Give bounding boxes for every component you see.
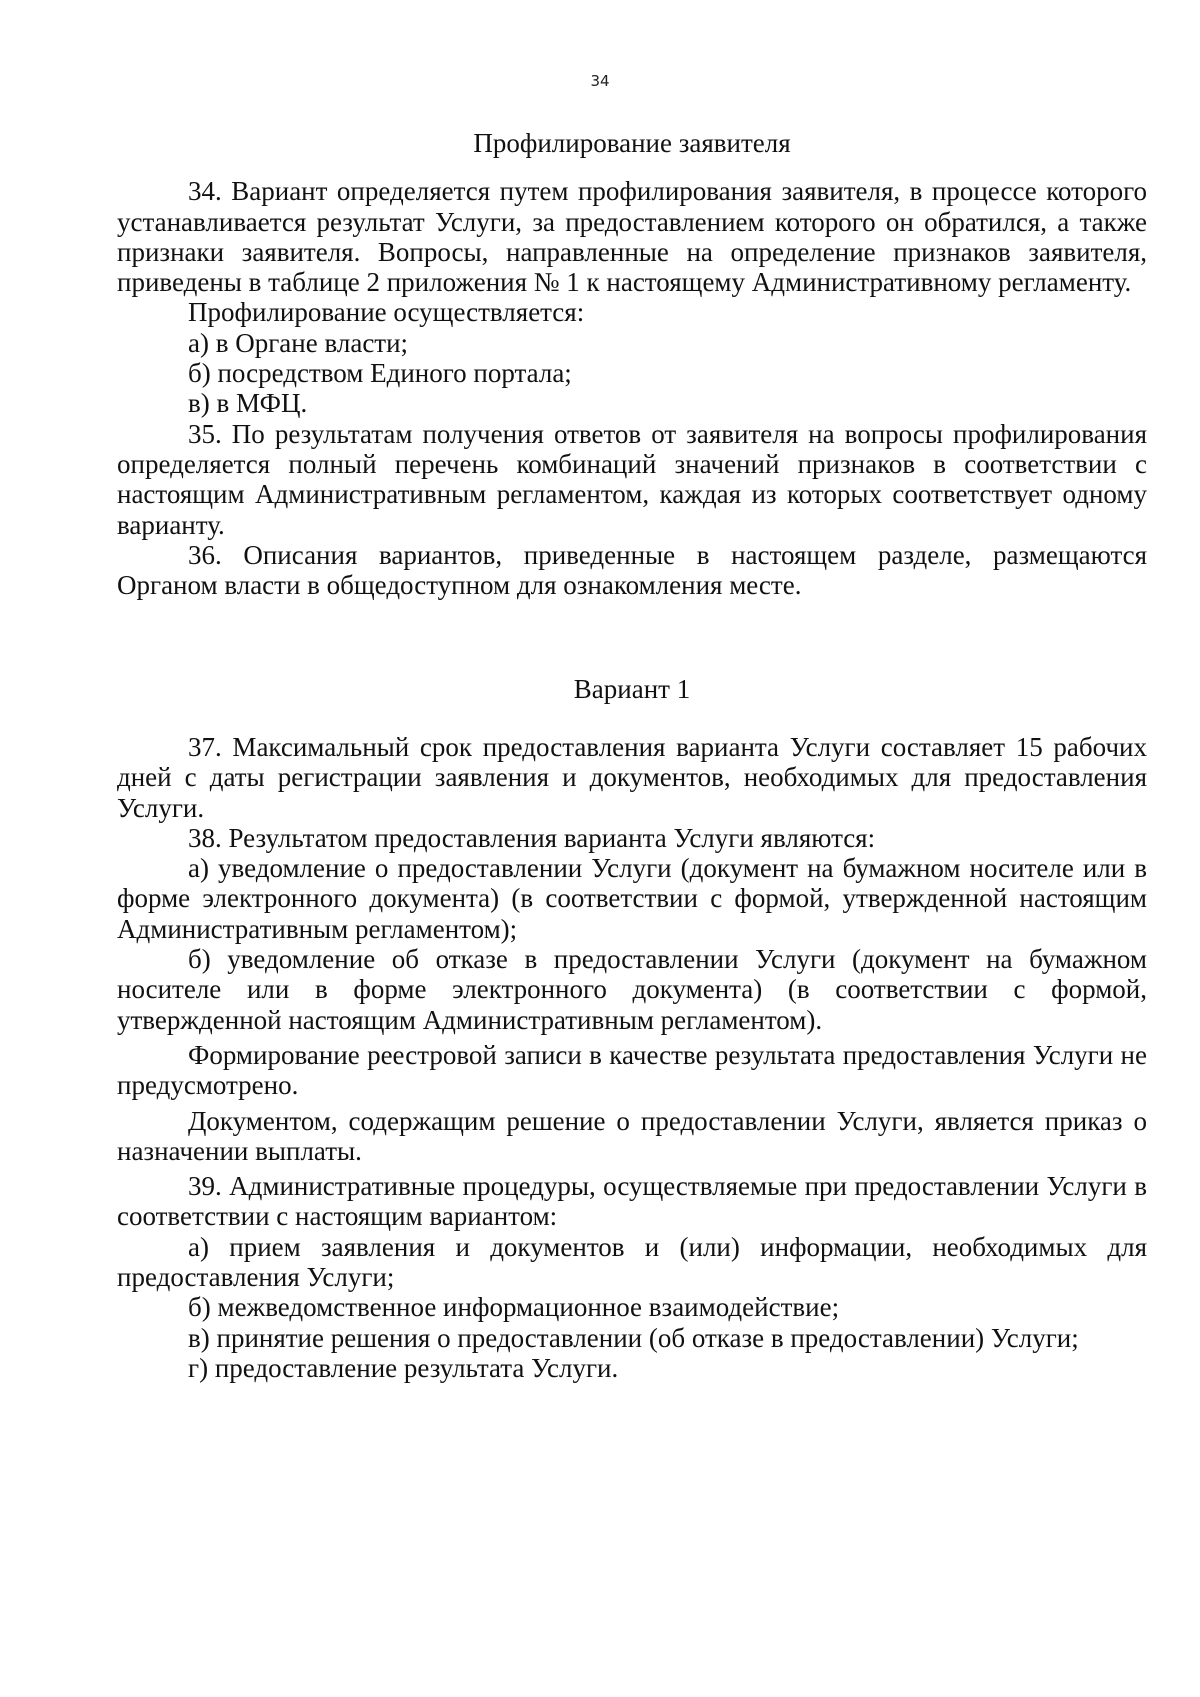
- section-heading-variant-1: Вариант 1: [573, 674, 691, 704]
- paragraph-37: 37. Максимальный срок предоставления варианта Услуги составляет 15 рабочих дней с даты регистрации заявления и документов, необходимых для предоставления Услуги.: [117, 732, 1147, 823]
- procedure-item-b: б) межведомственное информационное взаимодействие;: [188, 1292, 840, 1323]
- paragraph-profiling-intro: Профилирование осуществляется:: [188, 297, 585, 328]
- paragraph-35: 35. По результатам получения ответов от заявителя на вопросы профилирования определяется полный перечень комбинаций значений признаков в соответствии с настоящим Административным регламентом, каждая из которых соответствует одному варианту.: [117, 418, 1147, 540]
- paragraph-34: 34. Вариант определяется путем профилирования заявителя, в процессе которого устанавливается результат Услуги, за предоставлением которого он обратился, а также признаки заявителя. Вопросы, направленные на определение признаков заявителя, приведены в таблице 2 приложения № 1 к настоящему Административному регламенту.: [117, 176, 1147, 298]
- section-variant-1: [117, 674, 1147, 1383]
- list-item-v: в) в МФЦ.: [188, 388, 308, 419]
- section-heading-profiling: Профилирование заявителя: [473, 128, 791, 158]
- procedure-item-a: а) прием заявления и документов и (или) информации, необходимых для предоставления Услуги;: [117, 1231, 1147, 1293]
- procedure-item-g: г) предоставление результата Услуги.: [188, 1352, 619, 1383]
- paragraph-36: 36. Описания вариантов, приведенные в настоящем разделе, размещаются Органом власти в общедоступном для ознакомления месте.: [117, 539, 1147, 601]
- paragraph-38: 38. Результатом предоставления варианта Услуги являются:: [188, 822, 876, 853]
- paragraph-registry-record: Формирование реестровой записи в качестве результата предоставления Услуги не предусмотрено.: [117, 1039, 1147, 1101]
- section-profiling: [117, 128, 1147, 600]
- paragraph-decision-document: Документом, содержащим решение о предоставлении Услуги, является приказ о назначении выплаты.: [117, 1105, 1147, 1166]
- result-item-a: а) уведомление о предоставлении Услуги (документ на бумажном носителе или в форме электронного документа) (в соответствии с формой, утвержденной настоящим Административным регламентом);: [117, 853, 1147, 944]
- list-item-b: б) посредством Единого портала;: [188, 358, 572, 389]
- list-item-a: а) в Органе власти;: [188, 327, 409, 358]
- result-item-b: б) уведомление об отказе в предоставлении Услуги (документ на бумажном носителе или в форме электронного документа) (в соответствии с формой, утвержденной настоящим Административным регламентом).: [117, 944, 1147, 1035]
- page-number: 34: [590, 72, 610, 90]
- procedure-item-v: в) принятие решения о предоставлении (об отказе в предоставлении) Услуги;: [188, 1322, 1079, 1353]
- paragraph-39: 39. Административные процедуры, осуществляемые при предоставлении Услуги в соответствии с настоящим вариантом:: [117, 1171, 1147, 1232]
